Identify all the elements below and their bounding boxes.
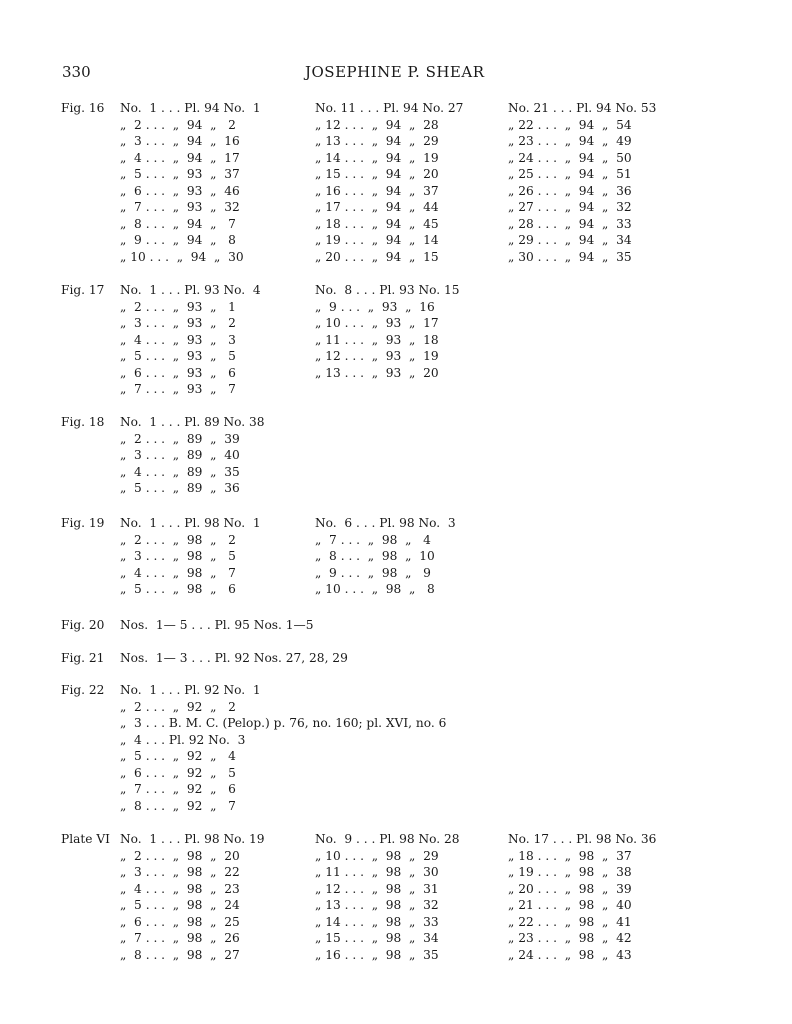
figure-entry: „ 8 . . . „ 92 „ 7 [120, 798, 236, 813]
figure-entry: „ 4 . . . „ 98 „ 23 [120, 881, 240, 896]
entry-column [315, 831, 460, 963]
figure-entry: „ 5 . . . „ 98 „ 6 [120, 582, 236, 596]
entry-column [120, 682, 446, 814]
entry-column [120, 100, 261, 265]
figure-entry: „ 2 . . . „ 92 „ 2 [120, 699, 236, 714]
figure-entry: „ 26 . . . „ 94 „ 36 [508, 183, 632, 198]
figure-entry: Nos. 1— 5 . . . Pl. 95 Nos. 1—5 [120, 618, 314, 632]
figure-entry: „ 24 . . . „ 98 „ 43 [508, 947, 632, 962]
figure-entry: „ 3 . . . „ 98 „ 22 [120, 865, 240, 879]
figure-entry: „ 8 . . . „ 98 „ 10 [315, 549, 435, 563]
figure-entry: „ 8 . . . „ 98 „ 27 [120, 947, 240, 962]
running-head: JOSEPHINE P. SHEAR [305, 63, 485, 81]
figure-entry: „ 4 . . . „ 89 „ 35 [120, 464, 240, 479]
figure-entry: „ 7 . . . „ 93 „ 7 [120, 382, 236, 396]
figure-entry: „ 18 . . . „ 98 „ 37 [508, 848, 632, 863]
figure-entry: „ 5 . . . „ 89 „ 36 [120, 481, 240, 495]
entry-column [120, 282, 261, 398]
figure-entry: „ 7 . . . „ 92 „ 6 [120, 782, 236, 796]
figure-label: Plate VI [61, 832, 110, 846]
figure-entry: „ 3 . . . „ 89 „ 40 [120, 448, 240, 462]
figure-entry: „ 11 . . . „ 98 „ 30 [315, 865, 439, 879]
figure-entry: „ 16 . . . „ 98 „ 35 [315, 947, 439, 962]
figure-entry: „ 2 . . . „ 98 „ 2 [120, 532, 236, 547]
figure-entry: „ 25 . . . „ 94 „ 51 [508, 167, 632, 181]
figure-entry: „ 19 . . . „ 94 „ 14 [315, 233, 439, 247]
figure-entry: „ 5 . . . „ 92 „ 4 [120, 749, 236, 763]
figure-entry: No. 9 . . . Pl. 98 No. 28 [315, 832, 460, 846]
figure-entry: „ 14 . . . „ 98 „ 33 [315, 914, 439, 929]
figure-entry: „ 11 . . . „ 93 „ 18 [315, 332, 439, 347]
figure-entry: No. 21 . . . Pl. 94 No. 53 [508, 101, 657, 115]
figure-label: Fig. 22 [61, 683, 105, 697]
figure-entry: „ 27 . . . „ 94 „ 32 [508, 200, 632, 214]
figure-entry: „ 15 . . . „ 98 „ 34 [315, 931, 439, 945]
figure-entry: „ 10 . . . „ 93 „ 17 [315, 316, 439, 330]
figure-entry: No. 6 . . . Pl. 98 No. 3 [315, 516, 456, 530]
entry-column [120, 515, 261, 598]
figure-entry: „ 4 . . . „ 93 „ 3 [120, 332, 236, 347]
figure-label: Fig. 18 [61, 415, 105, 429]
figure-entry: „ 24 . . . „ 94 „ 50 [508, 150, 632, 165]
figure-entry: „ 29 . . . „ 94 „ 34 [508, 233, 632, 247]
figure-entry: „ 13 . . . „ 94 „ 29 [315, 134, 439, 148]
page-number: 330 [62, 63, 91, 81]
figure-entry: „ 23 . . . „ 94 „ 49 [508, 134, 632, 148]
figure-entry: „ 23 . . . „ 98 „ 42 [508, 931, 632, 945]
figure-entry: „ 6 . . . „ 93 „ 6 [120, 365, 236, 380]
figure-entry: „ 28 . . . „ 94 „ 33 [508, 216, 632, 231]
figure-entry: „ 3 . . . „ 98 „ 5 [120, 549, 236, 563]
figure-entry: No. 1 . . . Pl. 92 No. 1 [120, 683, 261, 697]
figure-entry: „ 3 . . . „ 93 „ 2 [120, 316, 236, 330]
figure-entry: „ 9 . . . „ 98 „ 9 [315, 565, 431, 580]
figure-entry: „ 19 . . . „ 98 „ 38 [508, 865, 632, 879]
figure-entry: „ 30 . . . „ 94 „ 35 [508, 249, 632, 264]
figure-entry: „ 2 . . . „ 94 „ 2 [120, 117, 236, 132]
figure-entry: „ 8 . . . „ 94 „ 7 [120, 216, 236, 231]
figure-entry: „ 12 . . . „ 94 „ 28 [315, 117, 439, 132]
figure-entry: „ 18 . . . „ 94 „ 45 [315, 216, 439, 231]
figure-entry: „ 13 . . . „ 93 „ 20 [315, 365, 439, 380]
figure-entry: No. 1 . . . Pl. 89 No. 38 [120, 415, 265, 429]
figure-entry: „ 21 . . . „ 98 „ 40 [508, 898, 632, 912]
figure-entry: „ 5 . . . „ 93 „ 5 [120, 349, 236, 363]
figure-entry: „ 14 . . . „ 94 „ 19 [315, 150, 439, 165]
figure-entry: „ 17 . . . „ 94 „ 44 [315, 200, 439, 214]
figure-entry: „ 4 . . . Pl. 92 No. 3 [120, 732, 246, 747]
figure-entry: „ 6 . . . „ 92 „ 5 [120, 765, 236, 780]
figure-entry: „ 9 . . . „ 93 „ 16 [315, 299, 435, 314]
figure-entry: No. 1 . . . Pl. 93 No. 4 [120, 283, 261, 297]
figure-entry: „ 4 . . . „ 94 „ 17 [120, 150, 240, 165]
figure-entry: „ 5 . . . „ 93 „ 37 [120, 167, 240, 181]
figure-entry: „ 16 . . . „ 94 „ 37 [315, 183, 439, 198]
figure-entry: „ 7 . . . „ 93 „ 32 [120, 200, 240, 214]
figure-entry: No. 11 . . . Pl. 94 No. 27 [315, 101, 464, 115]
figure-entry: „ 12 . . . „ 93 „ 19 [315, 349, 439, 363]
figure-entry: „ 7 . . . „ 98 „ 4 [315, 532, 431, 547]
figure-entry: „ 22 . . . „ 98 „ 41 [508, 914, 632, 929]
figure-label: Fig. 20 [61, 618, 105, 632]
figure-entry: „ 10 . . . „ 94 „ 30 [120, 249, 244, 264]
entry-column [315, 100, 463, 265]
figure-entry: „ 2 . . . „ 89 „ 39 [120, 431, 240, 446]
figure-label: Fig. 17 [61, 283, 105, 297]
figure-label: Fig. 16 [61, 101, 105, 115]
figure-label: Fig. 21 [61, 651, 105, 665]
figure-entry: No. 1 . . . Pl. 98 No. 19 [120, 832, 265, 846]
entry-column [508, 831, 656, 963]
entry-column [508, 100, 656, 265]
entry-column [315, 515, 456, 598]
figure-entry: „ 2 . . . „ 98 „ 20 [120, 848, 240, 863]
figure-entry: No. 17 . . . Pl. 98 No. 36 [508, 832, 657, 846]
figure-entry: „ 3 . . . „ 94 „ 16 [120, 134, 240, 148]
figure-entry: „ 12 . . . „ 98 „ 31 [315, 881, 439, 896]
figure-entry: „ 9 . . . „ 94 „ 8 [120, 233, 236, 247]
figure-entry: „ 15 . . . „ 94 „ 20 [315, 167, 439, 181]
entry-column [120, 831, 265, 963]
figure-entry: „ 7 . . . „ 98 „ 26 [120, 931, 240, 945]
figure-entry: „ 22 . . . „ 94 „ 54 [508, 117, 632, 132]
entry-column [120, 414, 265, 497]
figure-entry: Nos. 1— 3 . . . Pl. 92 Nos. 27, 28, 29 [120, 651, 348, 665]
figure-label: Fig. 19 [61, 516, 105, 530]
figure-entry: „ 5 . . . „ 98 „ 24 [120, 898, 240, 912]
figure-entry: „ 10 . . . „ 98 „ 29 [315, 848, 439, 863]
figure-entry: „ 13 . . . „ 98 „ 32 [315, 898, 439, 912]
figure-entry: „ 6 . . . „ 98 „ 25 [120, 914, 240, 929]
figure-entry: No. 1 . . . Pl. 94 No. 1 [120, 101, 261, 115]
entry-column [315, 282, 460, 381]
figure-entry: „ 6 . . . „ 93 „ 46 [120, 183, 240, 198]
figure-entry: „ 2 . . . „ 93 „ 1 [120, 299, 236, 314]
figure-entry: „ 20 . . . „ 94 „ 15 [315, 249, 439, 264]
figure-entry: No. 1 . . . Pl. 98 No. 1 [120, 516, 261, 530]
figure-entry: No. 8 . . . Pl. 93 No. 15 [315, 283, 460, 297]
figure-entry: „ 20 . . . „ 98 „ 39 [508, 881, 632, 896]
figure-entry: „ 3 . . . B. M. C. (Pelop.) p. 76, no. 160; pl. XVI, no. 6 [120, 716, 447, 730]
figure-entry: „ 4 . . . „ 98 „ 7 [120, 565, 236, 580]
figure-entry: „ 10 . . . „ 98 „ 8 [315, 582, 435, 596]
